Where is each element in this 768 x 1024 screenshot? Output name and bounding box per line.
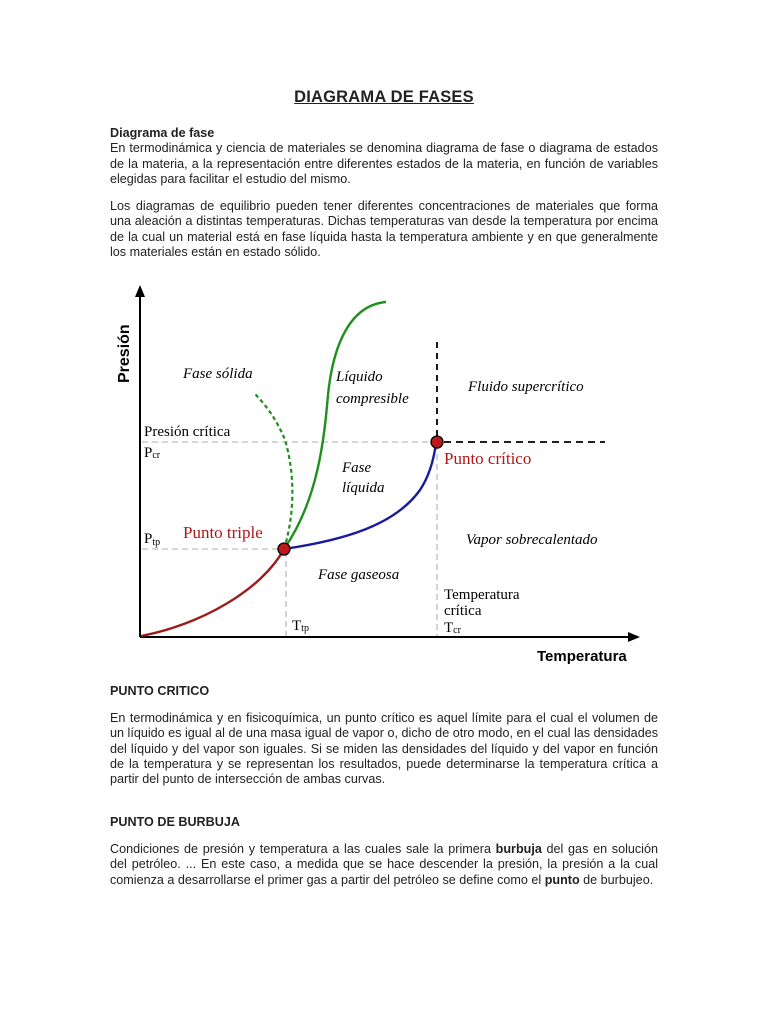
critical-pressure-label: Presión crítica — [144, 424, 231, 440]
triple-temperature-symbol: Ttp — [292, 618, 309, 634]
superheated-vapor-label: Vapor sobrecalentado — [466, 532, 598, 548]
bubble-point-paragraph: Condiciones de presión y temperatura a las cuales sale la primera burbuja del gas en solución del petróleo. ... En este caso, a medida que se hace descender la presión, la presión a la cual comienza a desarrollarse el primer gas a partir del petróleo se define como el punto de burbujeo. — [110, 842, 658, 887]
definition-text: En termodinámica y ciencia de materiales se denomina diagrama de fase o diagrama de estados de la materia, a la representación entre diferentes estados de la materia, en función de variables elegidas para facilitar el estudio del mismo. — [110, 141, 658, 186]
critical-temperature-symbol: Tcr — [444, 620, 461, 636]
critical-temperature-label-1: Temperatura — [444, 587, 520, 603]
triple-point-marker — [278, 543, 290, 555]
critical-point-label: Punto crítico — [444, 449, 532, 468]
bold-term-punto: punto — [544, 872, 580, 887]
bubble-point-heading: PUNTO DE BURBUJA — [110, 815, 240, 829]
triple-pressure-symbol: Ptp — [144, 531, 161, 548]
supercritical-fluid-label: Fluido supercrítico — [468, 379, 584, 395]
critical-temperature-label-2: crítica — [444, 603, 482, 619]
critical-point-paragraph: En termodinámica y en fisicoquímica, un punto crítico es aquel límite para el cual el volumen de un líquido es igual al de una masa igual de vapor o, dicho de otro modo, en el cual las densidades del líquido y del vapor son iguales. Si se miden las densidades del líquido y del vapor en función de la temperatura y se representan los resultados, puede determinarse la temperatura crítica a partir del punto de intersección de ambas curvas. — [110, 711, 658, 787]
fusion-curve — [284, 302, 386, 549]
section-subheading: Diagrama de fase — [110, 126, 215, 140]
solid-phase-label: Fase sólida — [183, 366, 253, 382]
critical-pressure-symbol: Pcr — [144, 445, 161, 461]
sublimation-curve — [141, 549, 284, 636]
triple-point-label: Punto triple — [183, 523, 263, 542]
critical-point-marker — [431, 436, 443, 448]
y-axis-arrow-icon — [135, 285, 145, 297]
critical-point-heading: PUNTO CRITICO — [110, 684, 210, 698]
compressible-liquid-label-2: compresible — [336, 391, 409, 407]
page-title: DIAGRAMA DE FASES — [294, 88, 474, 106]
y-axis-label: Presión — [116, 324, 133, 383]
bold-term-burbuja: burbuja — [495, 842, 542, 856]
compressible-liquid-label-1: Líquido — [336, 369, 383, 385]
gas-phase-label: Fase gaseosa — [318, 567, 400, 583]
equilibrium-paragraph: Los diagramas de equilibrio pueden tener diferentes concentraciones de materiales que forma una aleación a distintas temperaturas. Dichas temperaturas van desde la temperatura por encima de la cual un material está en fase líquida hasta la temperatura ambiente y en que generalmente los materiales están en estado sólido. — [110, 199, 658, 259]
x-axis-label: Temperatura — [537, 648, 627, 665]
liquid-phase-label-1: Fase — [342, 460, 372, 476]
vaporization-curve — [284, 443, 436, 549]
x-axis-arrow-icon — [628, 632, 640, 642]
liquid-phase-label-2: líquida — [342, 480, 385, 496]
